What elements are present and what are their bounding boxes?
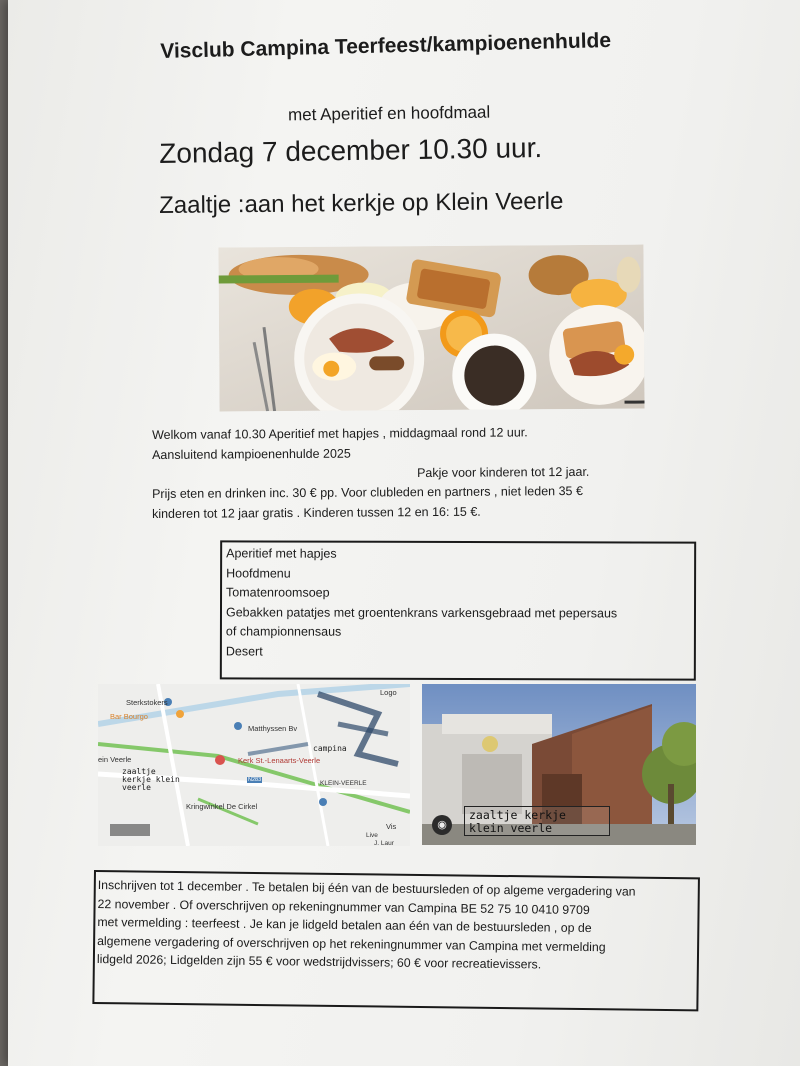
registration-line: Inschrijven tot 1 december . Te betalen bij één van de bestuursleden of op algeme vergadering van (97, 878, 636, 899)
menu-item: Aperitief met hapjes (226, 546, 337, 561)
map-note-campina: campina (313, 744, 347, 753)
event-date: Zondag 7 december 10.30 uur. (159, 131, 543, 169)
map-label-bar: Bar Bourgo (110, 712, 148, 721)
venue-caption-line-2: klein veerle (469, 821, 553, 835)
info-line-2: Aansluitend kampioenenhulde 2025 (152, 446, 351, 462)
venue-caption (464, 806, 610, 836)
menu-item: Tomatenroomsoep (226, 585, 330, 600)
flyer-sheet (8, 0, 800, 1066)
registration-line: lidgeld 2026; Lidgelden zijn 55 € voor wedstrijdvissers; 60 € voor recreatievissers. (96, 952, 542, 972)
menu-item: Desert (225, 643, 263, 658)
map-label-kerk: Kerk St.-Lenaarts-Veerle (238, 756, 321, 765)
registration-line: met vermelding : teerfeest . Je kan je lidgeld betalen aan één van de bestuursleden , op de (97, 915, 592, 936)
map-label-vis: Vis (386, 822, 397, 831)
location-map (98, 684, 410, 846)
event-title: Visclub Campina Teerfeest/kampioenenhulde (160, 28, 612, 63)
registration-line: algemene vergadering of overschrijven op het rekeningnummer van Campina met vermelding (97, 933, 606, 954)
map-label-veerle: ein Veerle (98, 755, 132, 764)
map-label-matthyssen: Matthyssen Bv (248, 724, 298, 733)
camera-icon: ◉ (432, 815, 452, 835)
map-note-veerle: veerle (122, 783, 151, 792)
map-note-kerkje: kerkje klein (122, 775, 180, 784)
event-subtitle: met Aperitief en hoofdmaal (287, 102, 491, 125)
food-photo (218, 245, 644, 412)
menu-box (220, 540, 696, 680)
map-label-kringwinkel: Kringwinkel De Cirkel (186, 802, 258, 811)
map-label-klein-veerle: KLEIN-VEERLE (320, 780, 367, 787)
info-line-3: Pakje voor kinderen tot 12 jaar. (417, 464, 590, 480)
info-line-1: Welkom vanaf 10.30 Aperitief met hapjes , middagmaal rond 12 uur. (152, 425, 528, 442)
registration-box (92, 870, 700, 1011)
map-label-logo: Logo (380, 688, 397, 697)
menu-item: of championnensaus (225, 624, 342, 639)
menu-item: Gebakken patatjes met groentenkrans varkensgebraad met pepersaus (225, 604, 618, 620)
event-venue: Zaaltje :aan het kerkje op Klein Veerle (159, 187, 564, 219)
map-note-zaaltje: zaaltje (122, 767, 156, 776)
map-label-laur: J. Laur (374, 840, 394, 846)
info-line-5: kinderen tot 12 jaar gratis . Kinderen tussen 12 en 16: 15 €. (152, 504, 481, 521)
menu-item: Hoofdmenu (226, 565, 291, 581)
map-label-road: N283 (248, 777, 262, 783)
info-line-4: Prijs eten en drinken inc. 30 € pp. Voor clubleden en partners , niet leden 35 € (152, 483, 583, 501)
map-label-live: Live (366, 832, 378, 839)
map-label-sterkstokers: Sterkstokers (126, 698, 168, 707)
registration-line: 22 november . Of overschrijven op rekeningnummer van Campina BE 52 75 10 0410 9709 (97, 896, 590, 917)
venue-caption-line-1: zaaltje kerkje (469, 808, 566, 822)
